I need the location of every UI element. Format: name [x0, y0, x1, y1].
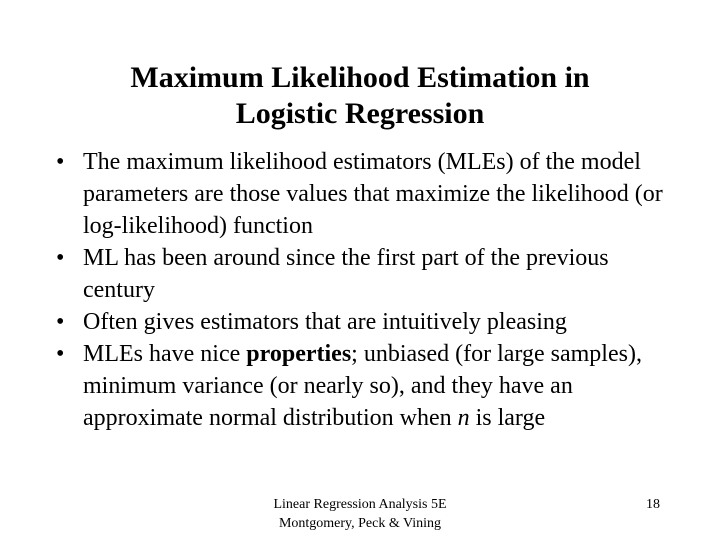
- bullet-item: [55, 306, 680, 338]
- bullet-item: [55, 338, 680, 434]
- page-number: 18: [646, 497, 660, 512]
- footer-line-1: Linear Regression Analysis 5E: [273, 497, 447, 512]
- slide-footer: [225, 495, 495, 533]
- bullet-text-bold-properties: properties: [246, 341, 352, 367]
- bullet-marker: •: [56, 245, 65, 271]
- bullet-marker: •: [56, 149, 65, 175]
- slide-title-line-1: Maximum Likelihood Estimation in: [130, 61, 590, 94]
- bullet-text: [83, 341, 642, 431]
- slide-title: [60, 60, 660, 132]
- bullet-item: [55, 146, 680, 242]
- bullet-item: [55, 242, 680, 306]
- bullet-text: Often gives estimators that are intuitively pleasing: [83, 309, 567, 335]
- bullet-text-post: is large: [469, 405, 546, 431]
- footer-line-2: Montgomery, Peck & Vining: [278, 516, 442, 531]
- bullet-marker: •: [56, 309, 65, 335]
- bullet-marker: •: [56, 341, 65, 367]
- bullet-text-pre: MLEs have nice: [83, 341, 247, 367]
- bullet-list: [55, 146, 680, 434]
- bullet-text-mid: ; unbiased (for large samples), minimum variance (or nearly so), and they have an approximate normal distribution when: [83, 341, 642, 431]
- slide-title-line-2: Logistic Regression: [235, 97, 485, 130]
- bullet-text: The maximum likelihood estimators (MLEs) of the model parameters are those values that maximize the likelihood (or log-likelihood) function: [83, 149, 663, 239]
- bullet-text: ML has been around since the first part of the previous century: [83, 245, 609, 303]
- bullet-text-italic-n: n: [457, 405, 470, 431]
